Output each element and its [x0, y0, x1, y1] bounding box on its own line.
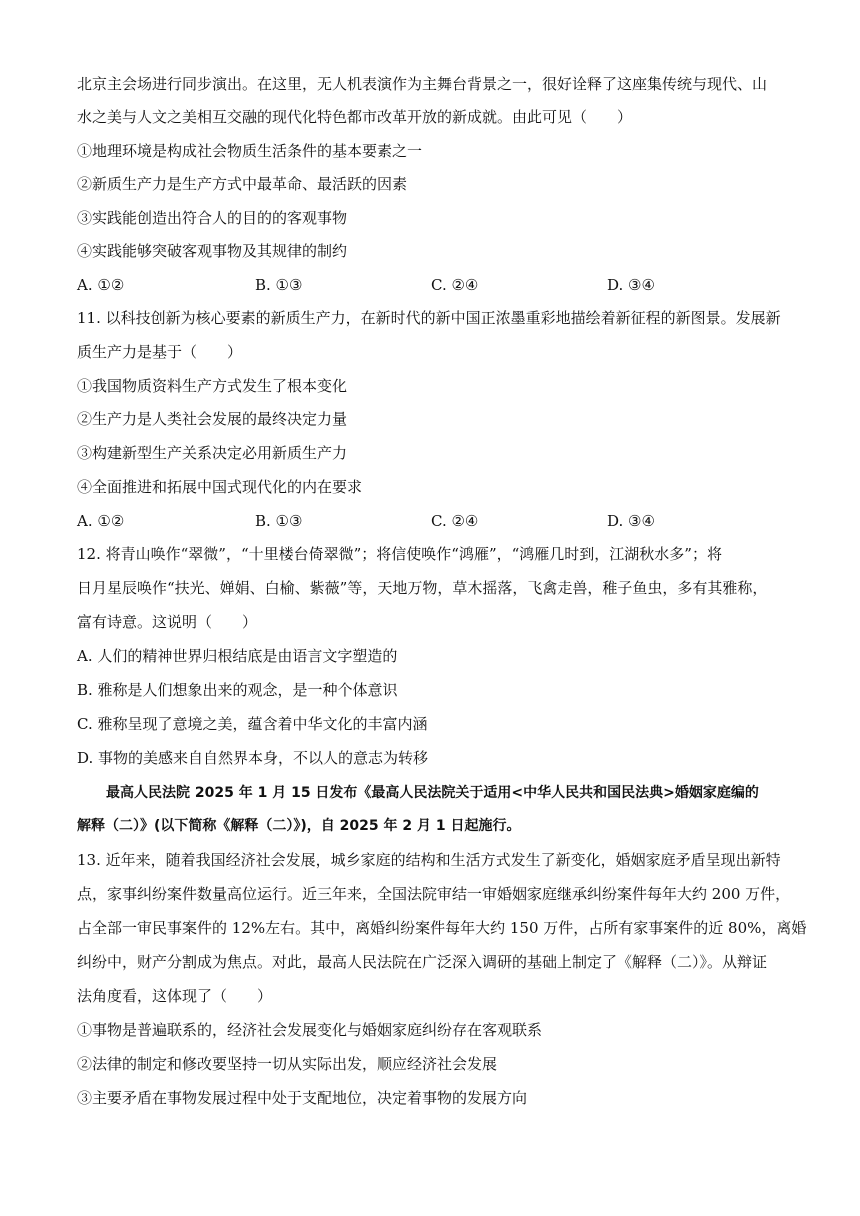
- q11-stem-line-1: 11. 以科技创新为核心要素的新质生产力，在新时代的新中国正浓墨重彩地描绘着新征程的新图景。发展新: [77, 309, 781, 327]
- q11-item-4: ④全面推进和拓展中国式现代化的内在要求: [77, 478, 363, 496]
- q11-option-b: B. ①③: [255, 512, 303, 530]
- q10-option-d: D. ③④: [607, 276, 655, 294]
- q10-item-1: ①地理环境是构成社会物质生活条件的基本要素之一: [77, 142, 423, 160]
- q12-option-b: B. 雅称是人们想象出来的观念，是一种个体意识: [77, 681, 398, 699]
- material-line-1: 最高人民法院 2025 年 1 月 15 日发布《最高人民法院关于适用<中华人民共和国民法典>婚姻家庭编的: [106, 785, 759, 801]
- q10-stem-line-1: 北京主会场进行同步演出。在这里，无人机表演作为主舞台背景之一，很好诠释了这座集传统与现代、山: [77, 75, 768, 93]
- q10-item-3: ③实践能创造出符合人的目的的客观事物: [77, 209, 348, 227]
- q12-stem-line-1: 12. 将青山唤作“翠微”，“十里楼台倚翠微”；将信使唤作“鸿雁”，“鸿雁几时到，江湖秋水多”；将: [77, 545, 722, 563]
- q13-stem-line-2: 点，家事纠纷案件数量高位运行。近三年来，全国法院审结一审婚姻家庭继承纠纷案件每年大约 200 万件，: [77, 885, 791, 903]
- q11-item-1: ①我国物质资料生产方式发生了根本变化: [77, 377, 348, 395]
- q13-item-1: ①事物是普遍联系的，经济社会发展变化与婚姻家庭纠纷存在客观联系: [77, 1021, 543, 1039]
- q12-option-d: D. 事物的美感来自自然界本身，不以人的意志为转移: [77, 749, 429, 767]
- q11-stem-line-2: 质生产力是基于（ ）: [77, 343, 243, 361]
- q13-item-3: ③主要矛盾在事物发展过程中处于支配地位，决定着事物的发展方向: [77, 1089, 528, 1107]
- q11-option-d: D. ③④: [607, 512, 655, 530]
- q11-item-3: ③构建新型生产关系决定必用新质生产力: [77, 444, 348, 462]
- material-line-2: 解释（二）》(以下简称《解释（二）》)，自 2025 年 2 月 1 日起施行。: [77, 818, 521, 834]
- q10-option-c: C. ②④: [431, 276, 479, 294]
- q13-stem-line-4: 纠纷中，财产分割成为焦点。对此，最高人民法院在广泛深入调研的基础上制定了《解释（二）》。从辩证: [77, 953, 768, 971]
- q13-stem-line-5: 法角度看，这体现了（ ）: [77, 987, 273, 1005]
- q11-option-a: A. ①②: [77, 512, 125, 530]
- q10-stem-line-2: 水之美与人文之美相互交融的现代化特色都市改革开放的新成就。由此可见（ ）: [77, 108, 633, 126]
- q10-option-b: B. ①③: [255, 276, 303, 294]
- q11-option-c: C. ②④: [431, 512, 479, 530]
- q11-item-2: ②生产力是人类社会发展的最终决定力量: [77, 410, 348, 428]
- q12-stem-line-2: 日月星辰唤作“扶光、婵娟、白榆、紫薇”等，天地万物，草木摇落，飞禽走兽，稚子鱼虫，多有其雅称，: [77, 579, 768, 597]
- q10-item-4: ④实践能够突破客观事物及其规律的制约: [77, 242, 348, 260]
- q10-item-2: ②新质生产力是生产方式中最革命、最活跃的因素: [77, 175, 408, 193]
- q12-option-a: A. 人们的精神世界归根结底是由语言文字塑造的: [77, 647, 398, 665]
- q10-option-a: A. ①②: [77, 276, 125, 294]
- q12-stem-line-3: 富有诗意。这说明（ ）: [77, 613, 258, 631]
- q12-option-c: C. 雅称呈现了意境之美，蕴含着中华文化的丰富内涵: [77, 715, 428, 733]
- q13-stem-line-3: 占全部一审民事案件的 12%左右。其中，离婚纠纷案件每年大约 150 万件，占所有家事案件的近 80%，离婚: [77, 919, 807, 937]
- q13-item-2: ②法律的制定和修改要坚持一切从实际出发，顺应经济社会发展: [77, 1055, 498, 1073]
- q13-stem-line-1: 13. 近年来，随着我国经济社会发展，城乡家庭的结构和生活方式发生了新变化，婚姻家庭矛盾呈现出新特: [77, 851, 781, 869]
